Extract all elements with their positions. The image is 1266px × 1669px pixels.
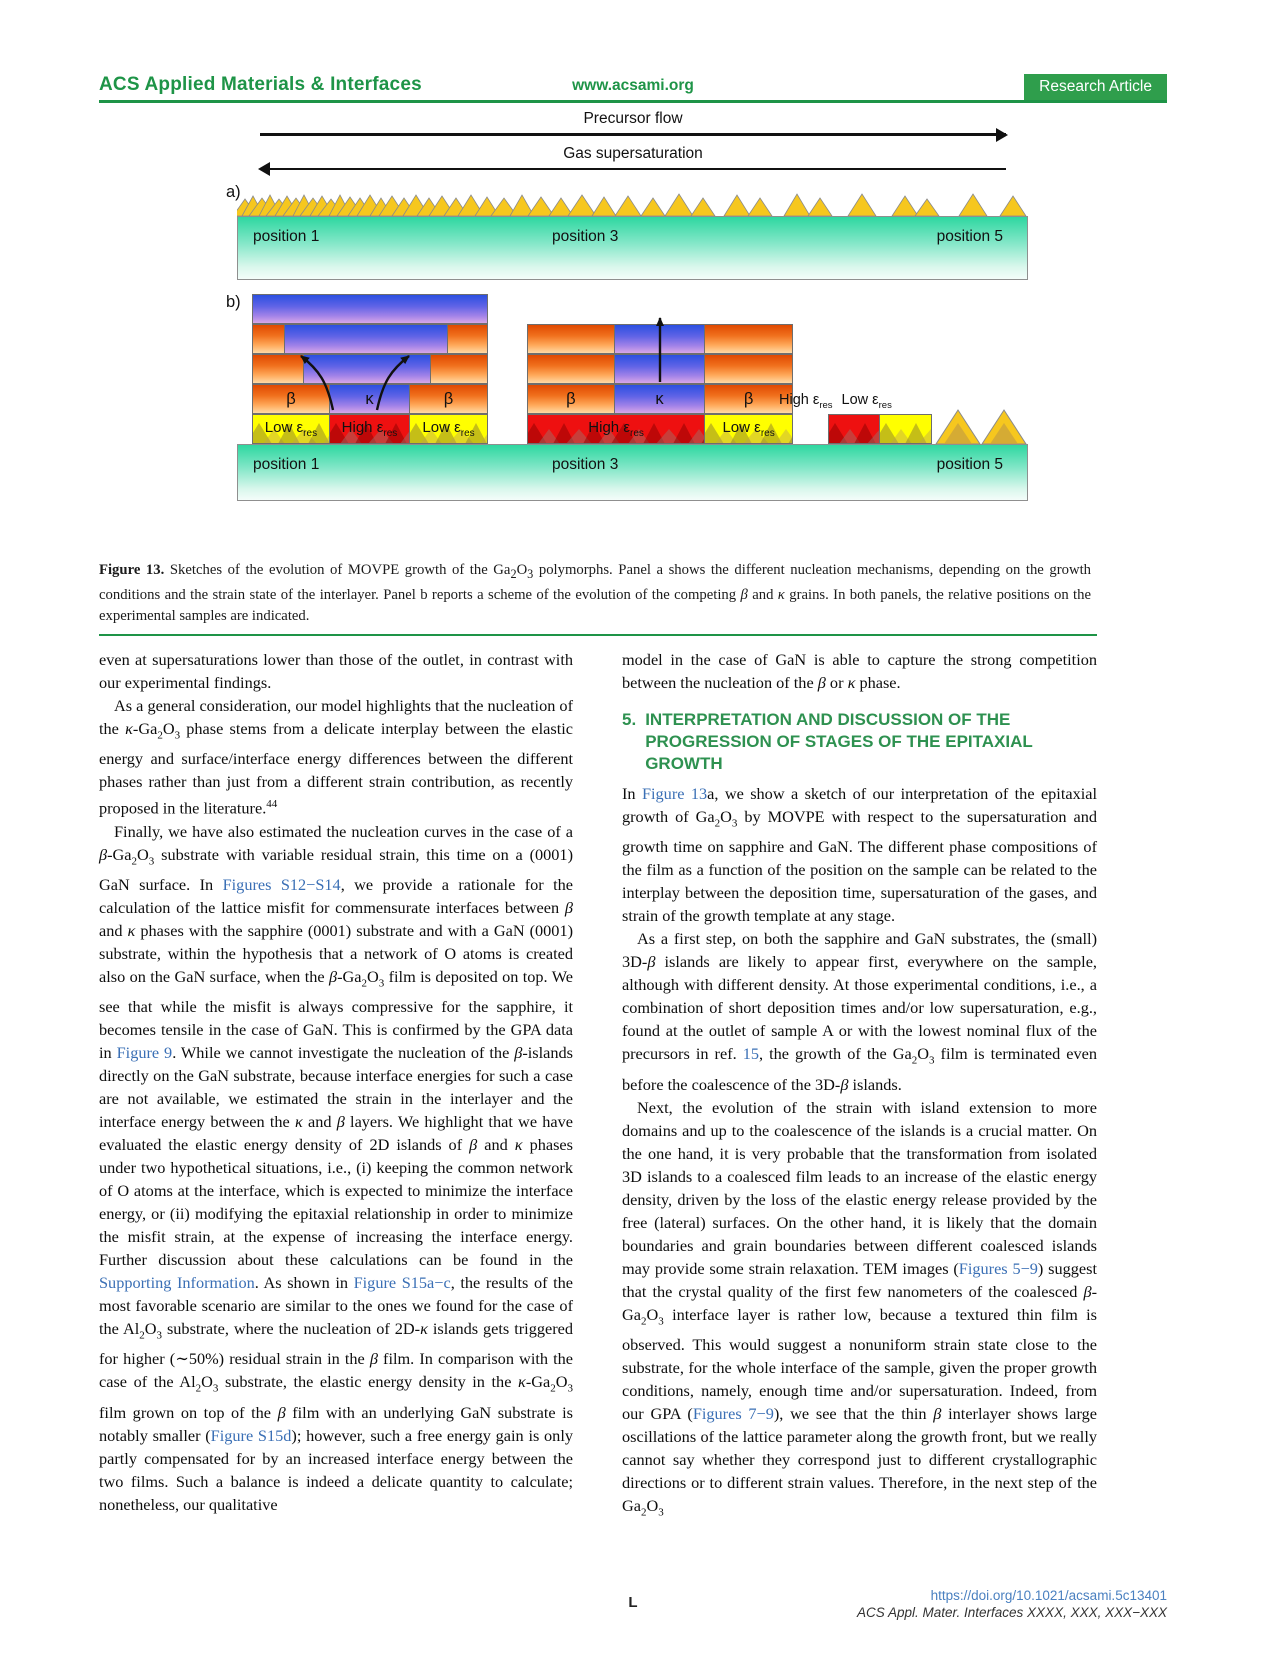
block-label: Low $\varepsilon_{res}$ [722,419,775,440]
paragraph: model in the case of GaN is able to capture the strong competition between the nucleation of the β or κ phase. [622,650,1097,692]
beta-grain-block [705,354,793,384]
beta-grain-block [431,354,488,384]
paragraph: In Figure 13a, we show a sketch of our interpretation of the epitaxial growth of $Ga_2O_3$ by MOVPE with respect to the supersaturation and growth time on sapphire and GaN. The different phase compositions of the film as a function of the position on the sample can be related to the interplay between the deposition time, supersaturation of the gases, and strain of the growth template at any stage. [622,784,1098,926]
precursor-flow-arrow [260,133,1006,136]
position-3-label: position 3 [551,456,619,474]
inline-link[interactable]: Figure 13 [641,784,708,803]
journal-title: ACS Applied Materials & Interfaces [99,74,422,95]
footer-citation-block [857,1588,1167,1620]
beta-grain-block [705,324,793,354]
grain-stack-position-1 [252,294,488,444]
page-header [99,72,1167,100]
kappa-grain-block [615,384,705,414]
kappa-grain-block [285,324,448,354]
paragraph: Next, the evolution of the strain with island extension to more domains and up to the coalescence of the islands is a crucial matter. On the one hand, it is very probable that the transformation from isolated 3D islands to a coalesced film leads to an increase of the elastic energy density, driven by the loss of the elastic energy release provided by the free (lateral) surfaces. On the other hand, it is likely that the domain boundaries and grain boundaries between different coalesced islands may provide some strain relaxation. TEM images (Figures 5−9) suggest that the crystal quality of the first few nanometers of the coalesced $\beta-Ga_2O_3$ interface layer is rather low, because a textured thin film is observed. This would suggest a nonuniform strain state close to the substrate, for the whole interface of the sample, given the proper growth conditions, namely, enough time and/or supersaturation. Indeed, from our GPA (Figures 7−9), we see that the thin β interlayer shows large oscillations of the lattice parameter along the growth front, but we really cannot say whether they correspond just to different crystallographic directions or to different strain values. Therefore, in the next step of the $Ga_2O_3$ [622,1097,1097,1518]
kappa-grain-block [330,384,410,414]
interlayer-blocks-position-5 [779,392,932,444]
kappa-grain-block [615,324,705,354]
inline-link[interactable]: Figure 9 [116,1043,173,1063]
journal-url[interactable]: www.acsami.org [572,77,694,94]
block-label: β [286,389,296,408]
figure-flow-arrows [237,110,1028,170]
inline-link[interactable]: Figure S15a−c [353,1273,451,1293]
precursor-flow-label: Precursor flow [583,110,683,127]
paragraph: Finally, we have also estimated the nucleation curves in the case of a $\beta-Ga_2O_3$ substrate with variable residual strain, this time on a (0001) GaN surface. In Figures S12−S14, we provide a rationale for the calculation of the lattice misfit for commensurate interfaces between β and κ phases with the sapphire (0001) substrate and with a GaN (0001) substrate, within the hypothesis that a network of O atoms is created also on the GaN surface, when the $\beta-Ga_2O_3$ film is deposited on top. We see that while the misfit is always compressive for the sapphire, it becomes tensile in the case of GaN. This is confirmed by the GPA data in Figure 9. While we cannot investigate the nucleation of the β-islands directly on the GaN substrate, because interface energies for such a case are not available, we estimated the strain in the interlayer and the interface energy between the κ and β layers. We highlight that we have evaluated the elastic energy density of 2D islands of β and κ phases under two hypothetical situations, i.e., (i) keeping the common network of O atoms at the interface, which is expected to minimize the interface energy, or (ii) modifying the epitaxial relationship in order to minimize the misfit strain, at the expense of increasing the interface energy. Further discussion about these calculations can be found in the Supporting Information. As shown in Figure S15a−c, the results of the most favorable scenario are similar to the ones we found for the case of the $Al_2O_3$ substrate, where the nucleation of 2D-κ islands gets triggered for higher (∼50%) residual strain in the β film. In comparison with the case of the $Al_2O_3$ substrate, the elastic energy density in the $\kappa-Ga_2O_3$ film grown on top of the β film with an underlying GaN substrate is notably smaller (Figure S15d); however, such a free energy gain is only partly compensated for by an increased interface energy between the two films. Such a balance is indeed a delicate quantity to calculate; nonetheless, our qualitative [99,821,574,1514]
high-strain-interlayer-block [527,414,705,444]
kappa-grain-block [304,354,431,384]
substrate-panel-b [237,444,1028,501]
panel-a [237,190,1028,280]
beta-grain-block [527,384,615,414]
inline-link[interactable]: Figures 5−9 [958,1258,1038,1278]
high-strain-interlayer-block [330,414,410,444]
caption-rule [99,634,1097,636]
position-5-label: position 5 [936,228,1003,246]
paragraph: even at supersaturations lower than those of the outlet, in contrast with our experimental findings. [99,650,573,692]
inline-link[interactable]: 15 [742,1044,760,1064]
body-column-right [622,648,1097,1524]
kappa-grain-block [252,294,488,324]
high-strain-interlayer-block [828,414,880,444]
inline-link[interactable]: Figures S12−S14 [222,874,341,894]
grain-row [252,354,488,384]
position-3-label: position 3 [551,228,619,246]
section-heading [622,709,1097,775]
beta-grain-block [527,354,615,384]
inline-link[interactable]: Figure S15d [210,1425,292,1445]
position-1-label: position 1 [253,228,320,246]
position-5-label: position 5 [936,456,1003,474]
block-label: β [443,389,454,408]
block-label: Low $\varepsilon_{res}$ [264,419,318,440]
doi-link[interactable]: https://doi.org/10.1021/acsami.5c13401 [930,1588,1167,1603]
beta-grain-block [252,324,285,354]
beta-grain-block [252,354,304,384]
low-strain-label: Low $\varepsilon_{res}$ [841,392,892,412]
grain-row [252,384,488,414]
beta-grain-block [252,384,330,414]
research-article-badge: Research Article [1024,74,1167,100]
figure-caption-text: Sketches of the evolution of MOVPE growth of the $Ga_2O_3$ polymorphs. Panel a shows the different nucleation mechanisms, depending on the growth conditions and the strain state of the interlayer. Panel b reports a scheme of the evolution of the competing β and κ grains. In both panels, the relative positions on the experimental samples are indicated. [99,562,1092,624]
grain-row [252,294,488,324]
beta-grain-block [527,324,615,354]
block-label: β [743,389,754,408]
block-label: κ [655,389,664,408]
figure-caption-label: Figure 13. [99,562,165,578]
nucleation-islands-triangles [237,190,1028,216]
block-label: β [566,389,576,408]
grain-row [527,384,793,414]
grain-row [828,414,932,444]
figure-13 [226,110,1028,501]
body-column-left [99,648,573,1516]
header-rule [99,100,1167,103]
low-strain-interlayer-block [705,414,793,444]
grain-row [527,354,793,384]
figure-caption [99,560,1091,627]
kappa-grain-block [615,354,705,384]
panel-b [237,294,1028,501]
grain-row [527,414,793,444]
grain-stacks-area [237,294,1028,444]
high-strain-label: High $\varepsilon_{res}$ [779,392,833,412]
block-label: κ [365,389,374,408]
grain-row [252,414,488,444]
strain-relief-triangles [880,420,932,444]
paragraph: As a first step, on both the sapphire and GaN substrates, the (small) 3D-β islands are likely to appear first, everywhere on the sample, although with different density. At those experimental conditions, i.e., a combination of short deposition times and/or low supersaturation, e.g., found at the outlet of sample A or with the lowest nominal flux of the precursors in ref. 15, the growth of the $Ga_2O_3$ film is terminated even before the coalescence of the 3D-β islands. [622,929,1097,1094]
grain-row [527,324,793,354]
strain-labels-position-5 [779,392,901,411]
isolated-islands-position-5 [935,408,1028,444]
beta-grain-block [410,384,488,414]
position-1-label: position 1 [253,456,320,474]
gas-supersaturation-label: Gas supersaturation [563,144,703,162]
grain-stack-position-3 [527,324,793,444]
block-label: High $\varepsilon_{res}$ [341,419,398,440]
block-label: Low $\varepsilon_{res}$ [422,419,475,440]
journal-citation: ACS Appl. Mater. Interfaces XXXX, XXX, XXX−XXX [856,1605,1167,1620]
beta-grain-block [448,324,488,354]
inline-link[interactable]: Figures 7−9 [692,1403,774,1423]
gas-supersaturation-arrow [260,168,1006,171]
panel-b-tag: b) [226,293,241,311]
low-strain-interlayer-block [410,414,488,444]
section-number: 5. [622,710,637,729]
strain-relief-triangles [829,420,880,444]
grain-row [252,324,488,354]
low-strain-interlayer-block [252,414,330,444]
panel-a-tag: a) [226,183,241,201]
block-label: High $\varepsilon_{res}$ [588,419,644,440]
substrate-panel-a [237,216,1028,280]
section-title: INTERPRETATION AND DISCUSSION OF THE PROGRESSION OF STAGES OF THE EPITAXIAL GROWTH [645,710,1033,773]
low-strain-interlayer-block [880,414,932,444]
inline-link[interactable]: Supporting Information [99,1273,255,1293]
paragraph: As a general consideration, our model highlights that the nucleation of the $\kappa-Ga_2O_3$ phase stems from a delicate interplay between the elastic energy and surface/interface energy differences between the different phases rather than just from a different strain contribution, as recently proposed in the literature.$^{44}$ [99,696,573,818]
page-number: L [628,1594,638,1611]
